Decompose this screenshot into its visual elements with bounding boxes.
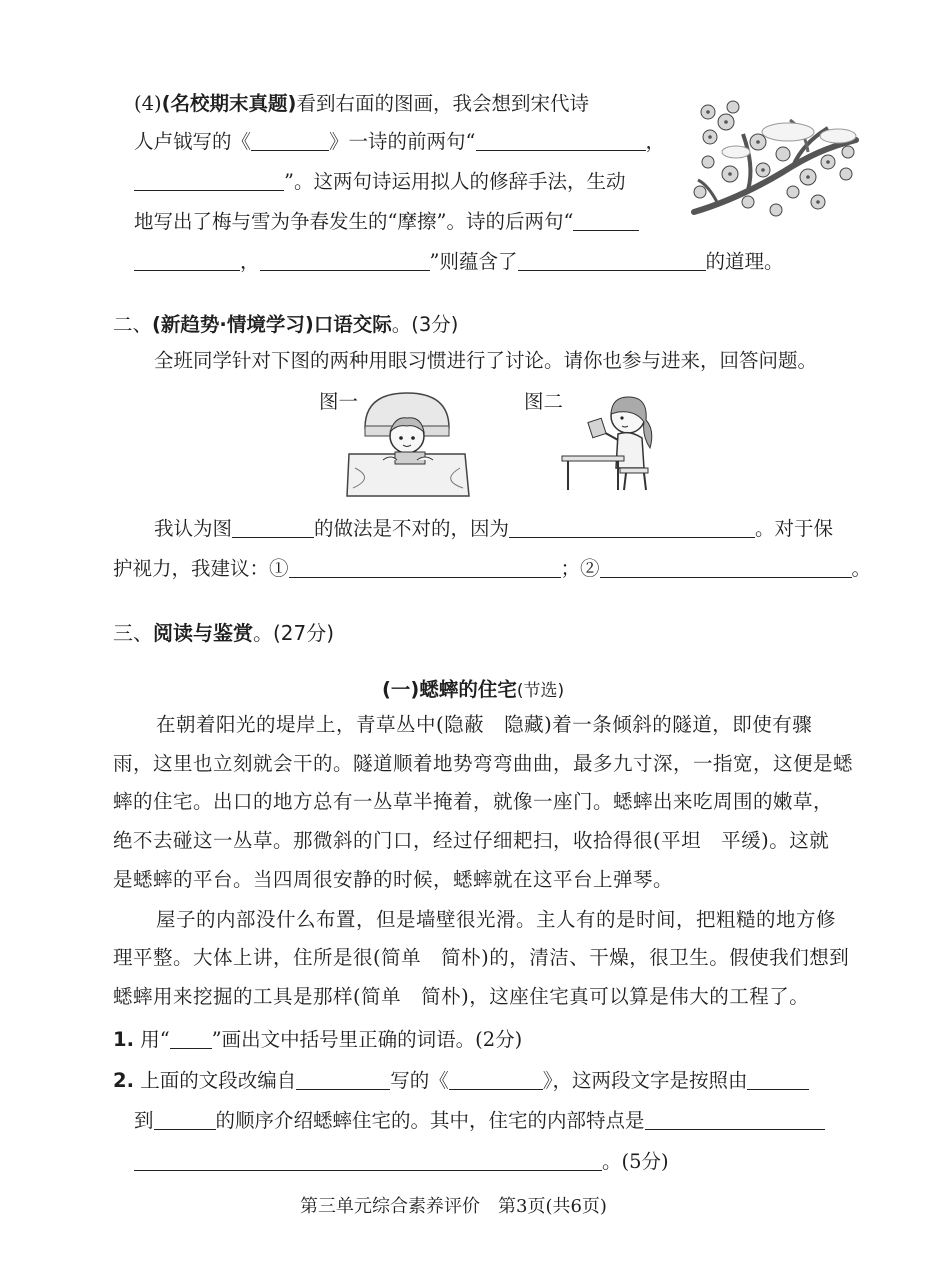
q4-l3-a: ”。这两句诗运用拟人的修辞手法，生动: [284, 170, 626, 193]
section3-heading: [113, 617, 334, 646]
q4-l5-b: ”则蕴含了: [429, 250, 518, 273]
section3-prefix: 三、: [113, 621, 153, 645]
q2-e: 的顺序介绍蟋蟀住宅的。其中，住宅的内部特点是: [215, 1109, 645, 1132]
q4-l2-c: ，: [645, 130, 666, 153]
q1-number: 1.: [113, 1028, 134, 1051]
fig2-label: 图二: [524, 390, 564, 413]
section2-answer-line-1: [154, 517, 833, 541]
blank-interior-features-b[interactable]: [134, 1152, 602, 1171]
s2-b1: 护视力，我建议：①: [113, 557, 289, 580]
blank-poem-line-2c[interactable]: [260, 252, 430, 271]
fig1-illustration: [345, 388, 470, 498]
blank-meaning[interactable]: [518, 252, 706, 271]
section2-intro: 全班同学针对下图的两种用眼习惯进行了讨论。请你也参与进来，回答问题。: [154, 349, 818, 372]
q2-b: 写的《: [390, 1069, 449, 1092]
blank-poem-title[interactable]: [251, 132, 329, 151]
passage-line-3: 蟀的住宅。出口的地方总有一丛草半掩着，就像一座门。蟋蟀出来吃周围的嫩草，: [113, 790, 834, 813]
blank-which-figure[interactable]: [232, 519, 314, 538]
fig1-label: 图一: [319, 390, 359, 413]
s2-b3: 。: [851, 557, 872, 580]
blank-order-from[interactable]: [747, 1071, 809, 1090]
passage-title: (一)蟋蟀的住宅: [382, 678, 517, 701]
passage-line-1: 在朝着阳光的堤岸上，青草丛中(隐蔽 隐藏)着一条倾斜的隧道，即使有骤: [156, 713, 813, 736]
passage-line-8: 蟋蟀用来挖掘的工具是那样(简单 简朴)，这座住宅真可以算是伟大的工程了。: [113, 985, 810, 1008]
q4-l5-a: ，: [240, 250, 260, 273]
blank-author[interactable]: [296, 1071, 390, 1090]
q1-b: ”画出文中括号里正确的词语。(2分): [211, 1028, 523, 1051]
passage-line-7: 理平整。大体上讲，住所是很(简单 简朴)的，清洁、干燥，很卫生。假使我们想到: [113, 946, 850, 969]
passage-note: (节选): [516, 681, 565, 701]
section3-title: 阅读与鉴赏: [153, 621, 253, 645]
fig2-illustration: [560, 388, 670, 493]
blank-work-title[interactable]: [449, 1071, 543, 1090]
section2-tag: (新趋势·情境学习): [152, 313, 314, 336]
blank-interior-features-a[interactable]: [645, 1111, 825, 1130]
passage-title-line: [382, 674, 564, 702]
blank-reason[interactable]: [509, 519, 755, 538]
blank-poem-line-2a[interactable]: [573, 212, 639, 231]
q4-l2-b: 》一诗的前两句“: [329, 130, 476, 153]
q4-line-2: [134, 130, 665, 154]
q2-number: 2.: [113, 1069, 134, 1092]
question-2-line-2: [134, 1109, 825, 1133]
q4-l4-a: 地写出了梅与雪为争春发生的“摩擦”。诗的后两句“: [134, 210, 574, 233]
blank-order-to[interactable]: [154, 1111, 216, 1130]
blank-suggestion-2[interactable]: [600, 559, 852, 578]
q4-line-1: [134, 92, 589, 116]
passage-line-2: 雨，这里也立刻就会干的。隧道顺着地势弯弯曲曲，最多九寸深，一指宽，这便是蟋: [113, 752, 854, 775]
q2-d: 到: [134, 1109, 154, 1132]
blank-poem-line-2b[interactable]: [134, 252, 240, 271]
s2-a3: 。对于保: [755, 517, 834, 540]
passage-line-5: 是蟋蟀的平台。当四周很安静的时候，蟋蟀就在这平台上弹琴。: [113, 868, 674, 891]
section3-points: 。(27分): [253, 621, 335, 645]
q2-c: 》，这两段文字是按照由: [542, 1069, 748, 1092]
page-footer: 第三单元综合素养评价 第3页(共6页): [300, 1196, 607, 1217]
s2-b2: ；②: [560, 557, 600, 580]
q1-a: 用“: [140, 1028, 170, 1051]
section2-answer-line-2: [113, 557, 871, 581]
plum-snow-illustration: [688, 92, 863, 227]
s2-a1: 我认为图: [154, 517, 233, 540]
passage-line-4: 绝不去碰这一丛草。那微斜的门口，经过仔细耙扫，收拾得很(平坦 平缓)。这就: [113, 829, 830, 852]
q4-tag: (名校期末真题): [161, 92, 297, 115]
question-2-line-1: [113, 1069, 809, 1093]
q2-f: 。(5分): [602, 1150, 669, 1173]
q1-underline-sample: [170, 1030, 212, 1049]
question-2-line-3: [134, 1150, 669, 1174]
q2-a: 上面的文段改编自: [140, 1069, 297, 1092]
q4-l2-a: 人卢钺写的《: [134, 130, 252, 153]
section2-prefix: 二、: [113, 313, 153, 336]
section2-points: 。(3分): [391, 313, 459, 336]
section2-heading: [113, 309, 458, 337]
q4-line-3: [134, 170, 625, 194]
blank-poem-line-1a[interactable]: [476, 132, 646, 151]
q4-l1-text: 看到右面的图画，我会想到宋代诗: [296, 92, 589, 115]
section2-title: 口语交际: [313, 313, 392, 336]
passage-line-6: 屋子的内部没什么布置，但是墙壁很光滑。主人有的是时间，把粗糙的地方修: [156, 908, 837, 931]
q4-line-4: [134, 210, 639, 234]
blank-poem-line-1b[interactable]: [134, 172, 284, 191]
q4-number: (4): [134, 92, 162, 115]
q4-line-5: [134, 250, 784, 274]
s2-a2: 的做法是不对的，因为: [314, 517, 510, 540]
q4-l5-c: 的道理。: [705, 250, 784, 273]
blank-suggestion-1[interactable]: [289, 559, 561, 578]
question-1: [113, 1028, 522, 1052]
